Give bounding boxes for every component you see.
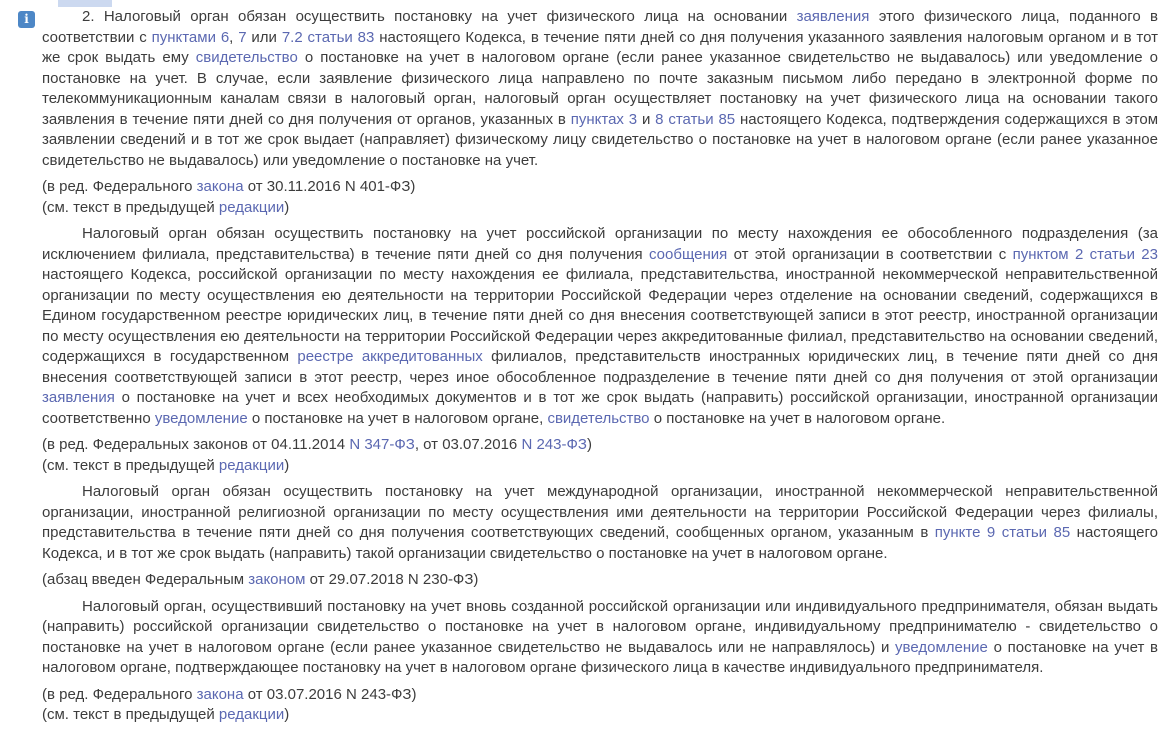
text-run: от 30.11.2016 N 401-ФЗ) xyxy=(243,178,416,195)
text-run: настоящего Кодекса, российской организации по месту нахождения ее филиала, представительства, иностранной некоммерческой неправительственной организации по месту осуществления ею деятельности на территории Российской Федерации через отделение на основании сведений, содержащихся в Едином государственном реестре юридических лиц, в течение пяти дней со дня внесения соответствующей записи в этот реестр, иностранной организации по месту осуществления ею деятельности на территории Российской Федерации через аккредитованные филиал, представительство на основании сведений, содержащихся в государственном xyxy=(42,266,1158,365)
text-run: настоящего Кодекса, и в тот же срок выдать (направить) такой организации свидетельство о постановке на учет в налоговом органе. xyxy=(42,524,1158,562)
paragraph xyxy=(42,224,1158,429)
doc-link[interactable]: пунктах 3 xyxy=(570,110,638,128)
doc-link[interactable]: свидетельство xyxy=(547,409,650,427)
paragraph xyxy=(42,482,1158,564)
edit-note xyxy=(42,685,1158,706)
text-run: ) xyxy=(586,436,592,453)
text-run: (см. текст в предыдущей xyxy=(42,706,219,723)
doc-link[interactable]: уведомление xyxy=(895,638,988,656)
doc-link[interactable]: 7 xyxy=(238,28,247,46)
text-run: (абзац введен Федеральным xyxy=(42,571,249,588)
doc-link[interactable]: 8 статьи 85 xyxy=(655,110,736,128)
doc-link[interactable]: N 243-ФЗ xyxy=(521,436,587,453)
doc-link[interactable]: реестре аккредитованных xyxy=(297,348,483,365)
text-run: (см. текст в предыдущей xyxy=(42,456,219,474)
edit-note xyxy=(42,198,1158,219)
doc-link[interactable]: законом xyxy=(248,571,306,588)
doc-link[interactable]: редакции xyxy=(218,198,285,216)
doc-link[interactable]: закона xyxy=(196,178,244,195)
text-run: от этой организации в соответствии с xyxy=(727,245,1013,263)
doc-link[interactable]: редакции xyxy=(218,456,285,474)
doc-link[interactable]: закона xyxy=(196,685,244,703)
text-run: (в ред. Федерального xyxy=(42,685,197,703)
doc-link[interactable]: N 347-ФЗ xyxy=(349,436,415,453)
edit-note xyxy=(42,705,1158,726)
text-run: настоящего Кодекса, подтверждения содержащихся в этом заявлении сведений и в тот же срок выдает (направляет) физическому лицу свидетельство о постановке на учет в налоговом органе (если ранее указанное свидетельство не выдавалось) или уведомление о постановке на учет. xyxy=(42,110,1159,169)
text-run: ) xyxy=(284,198,290,216)
text-run: Налоговый орган обязан осуществить постановку на учет международной организации, иностранной некоммерческой неправительственной организации, иностранной религиозной организации по месту осуществления ими деятельности на территории Российской Федерации через филиалы, представительства в течение пяти дней со дня получения соответствующих сведений, сообщенных органом, указанным в xyxy=(42,483,1158,541)
doc-link[interactable]: заявления xyxy=(796,8,870,25)
text-run: о постановке на учет в налоговом органе. xyxy=(649,409,946,427)
edit-note xyxy=(42,570,1158,591)
text-run: (в ред. Федерального xyxy=(42,178,197,195)
doc-link[interactable]: пункте 9 статьи 85 xyxy=(934,524,1071,541)
text-run: о постановке на учет в налоговом органе, подтверждающее постановку на учет в налоговом органе физического лица в качестве индивидуального предпринимателя. xyxy=(42,638,1159,676)
paragraph xyxy=(42,597,1158,679)
doc-link[interactable]: пунктами 6 xyxy=(151,28,230,46)
text-run: филиалов, представительств иностранных юридических лиц, в течение пяти дней со дня внесения соответствующей записи в этот реестр, через иное обособленное подразделение в течение пяти дней со дня получения от этой организации xyxy=(42,348,1158,386)
text-run: , от 03.07.2016 xyxy=(414,436,522,453)
text-run: о постановке на учет в налоговом органе (если ранее указанное свидетельство не выдавалось) или уведомление о постановке на учет. В случае, если заявление физического лица направлено по почте заказным письмом либо передано в электронной форме по телекоммуникационным каналам связи в налоговый орган, налоговый орган осуществляет постановку на учет физического лица на основании такого заявления в течение пяти дней со дня получения от органов, указанных в xyxy=(42,49,1158,128)
text-run: этого физического лица, поданного в соответствии с xyxy=(42,8,1158,46)
text-run: ) xyxy=(284,456,290,474)
text-run: Налоговый орган, осуществивший постановку на учет вновь созданной российской организации или индивидуального предпринимателя, обязан выдать (направить) российской организации свидетельство о постановке на учет в налоговом органе, индивидуальному предпринимателю - свидетельство о постановке на учет в налоговом органе (если ранее указанное свидетельство не выдавалось или не направлялось) и xyxy=(42,597,1158,656)
text-run: от 03.07.2016 N 243-ФЗ) xyxy=(243,685,417,703)
doc-link[interactable]: сообщения xyxy=(649,245,728,263)
text-run: и xyxy=(637,110,656,128)
document-body xyxy=(42,1,1158,726)
doc-link[interactable]: свидетельство xyxy=(195,49,298,66)
text-run: (в ред. Федеральных законов от 04.11.2014 xyxy=(42,436,350,453)
text-run: о постановке на учет в налоговом органе, xyxy=(247,409,548,427)
doc-link[interactable]: пунктом 2 статьи 23 xyxy=(1012,245,1158,263)
text-run: Налоговый орган обязан осуществить постановку на учет российской организации по месту нахождения ее обособленного подразделения (за исключением филиала, представительства) в течение пяти дней со дня получения xyxy=(42,225,1158,263)
text-run: (см. текст в предыдущей xyxy=(42,198,219,216)
doc-link[interactable]: редакции xyxy=(218,706,285,723)
paragraph xyxy=(42,7,1158,171)
edit-note xyxy=(42,177,1158,198)
text-run: о постановке на учет и всех необходимых документов и в тот же срок выдать (направить) российской организации, иностранной организации соответственно xyxy=(42,389,1158,427)
text-run: , xyxy=(229,28,239,46)
text-run: или xyxy=(246,28,282,46)
text-run: ) xyxy=(284,706,290,723)
info-icon[interactable]: i xyxy=(18,11,35,28)
text-run: настоящего Кодекса, в течение пяти дней со дня получения указанного заявления налоговым органом и в тот же срок выдать ему xyxy=(42,28,1159,66)
doc-link[interactable]: 7.2 статьи 83 xyxy=(281,28,375,46)
edit-note xyxy=(42,456,1158,477)
doc-link[interactable]: заявления xyxy=(42,389,115,406)
edit-note xyxy=(42,435,1158,456)
text-run: от 29.07.2018 N 230-ФЗ) xyxy=(305,571,479,588)
text-run: 2. Налоговый орган обязан осуществить постановку на учет физического лица на основании xyxy=(82,8,797,25)
doc-link[interactable]: уведомление xyxy=(154,409,248,427)
